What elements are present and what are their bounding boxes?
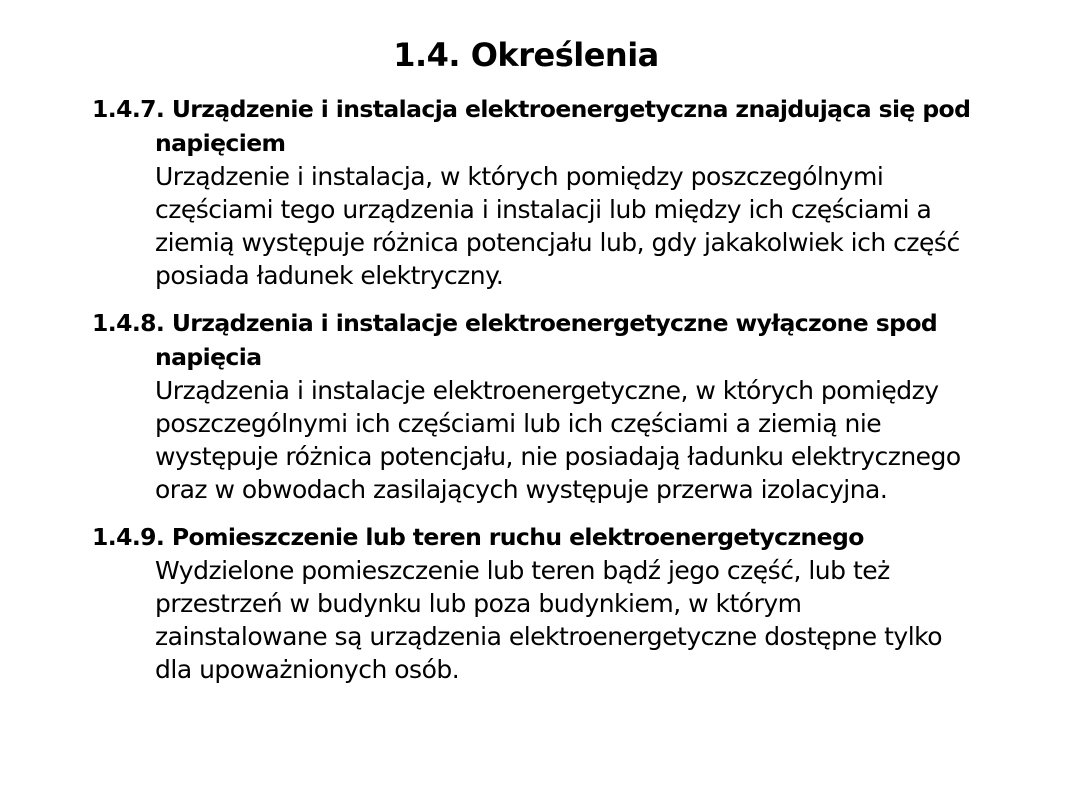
definition-text: Urządzenie i instalacja, w których pomiędzy poszczególnymi częściami tego urządzenia i instalacji lub między ich częściami a ziemią występuje różnica potencjału lub, gdy jakakolwiek ich część posiada ładunek elektryczny. xyxy=(155,162,960,290)
definition-section xyxy=(92,520,972,686)
definition-section xyxy=(92,306,972,506)
definition-text: Wydzielone pomieszczenie lub teren bądź jego część, lub też przestrzeń w budynku lub poza budynkiem, w którym zainstalowane są urządzenia elektroenergetyczne dostępne tylko dla upoważnionych osób. xyxy=(155,556,943,684)
definition-text: Urządzenia i instalacje elektroenergetyczne, w których pomiędzy poszczególnymi ich częściami lub ich częściami a ziemią nie występuje różnica potencjału, nie posiadają ładunku elektrycznego oraz w obwodach zasilających występuje przerwa izolacyjna. xyxy=(155,376,961,504)
definition-heading: 1.4.7. Urządzenie i instalacja elektroenergetyczna znajdująca się pod napięciem xyxy=(92,95,971,157)
definition-section xyxy=(92,92,972,292)
definition-heading: 1.4.8. Urządzenia i instalacje elektroenergetyczne wyłączone spod napięcia xyxy=(92,309,938,371)
page-title: 1.4. Określenia xyxy=(393,36,659,74)
definitions-list xyxy=(92,92,972,686)
definition-heading: 1.4.9. Pomieszczenie lub teren ruchu elektroenergetycznego xyxy=(92,523,864,551)
